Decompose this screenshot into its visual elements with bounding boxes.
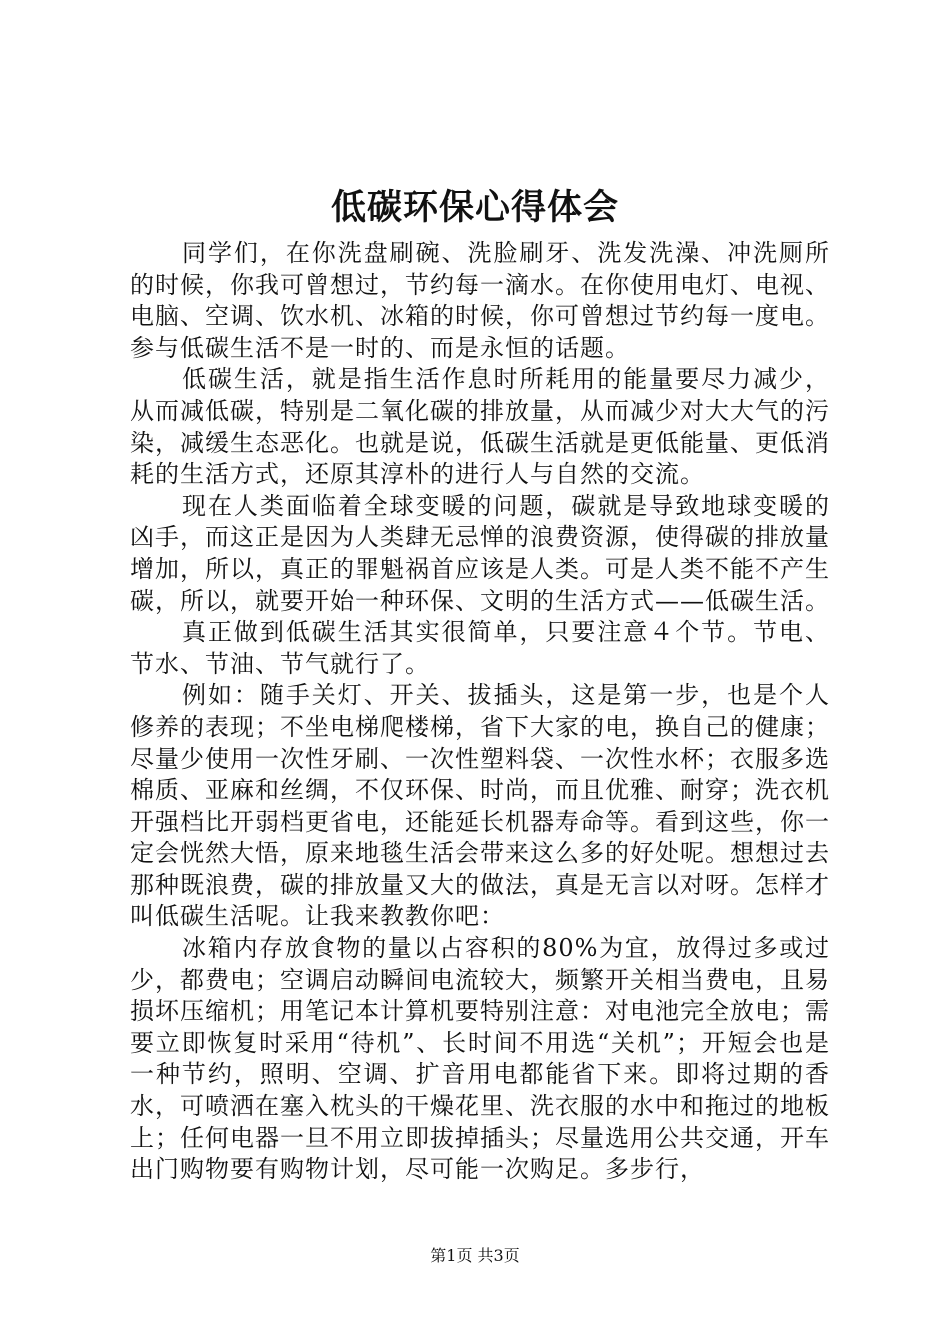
paragraph: 同学们，在你洗盘刷碗、洗脸刷牙、洗发洗澡、冲洗厕所的时候，你我可曾想过，节约每一滴水。在你使用电灯、电视、电脑、空调、饮水机、冰箱的时候，你可曾想过节约每一度电。参与低碳生活不是一时的、而是永恒的话题。 bbox=[130, 239, 830, 362]
paragraph: 例如：随手关灯、开关、拔插头，这是第一步，也是个人修养的表现；不坐电梯爬楼梯，省下大家的电，换自己的健康；尽量少使用一次性牙刷、一次性塑料袋、一次性水杯；衣服多选棉质、亚麻和丝绸，不仅环保、时尚，而且优雅、耐穿；洗衣机开强档比开弱档更省电，还能延长机器寿命等。看到这些，你一定会恍然大悟，原来地毯生活会带来这么多的好处呢。想想过去那种既浪费，碳的排放量又大的做法，真是无言以对呀。怎样才叫低碳生活呢。让我来教教你吧： bbox=[130, 681, 830, 931]
page-footer: 第1页 共3页 bbox=[430, 1246, 520, 1265]
paragraph: 现在人类面临着全球变暖的问题，碳就是导致地球变暖的凶手，而这正是因为人类肆无忌惮的浪费资源，使得碳的排放量增加，所以，真正的罪魁祸首应该是人类。可是人类不能不产生碳，所以，就要开始一种环保、文明的生活方式——低碳生活。 bbox=[130, 491, 830, 615]
document-title: 低碳环保心得体会 bbox=[330, 187, 619, 228]
document-body bbox=[130, 238, 830, 1186]
paragraph: 冰箱内存放食物的量以占容积的80%为宜，放得过多或过少，都费电；空调启动瞬间电流较大，频繁开关相当费电，且易损坏压缩机；用笔记本计算机要特别注意：对电池完全放电；需要立即恢复时采用“待机”、长时间不用选“关机”；开短会也是一种节约，照明、空调、扩音用电都能省下来。即将过期的香水，可喷洒在塞入枕头的干燥花里、洗衣服的水中和拖过的地板上；任何电器一旦不用立即拔掉插头；尽量选用公共交通，开车出门购物要有购物计划，尽可能一次购足。多步行， bbox=[130, 934, 830, 1184]
paragraph: 真正做到低碳生活其实很简单，只要注意４个节。节电、节水、节油、节气就行了。 bbox=[130, 618, 830, 678]
paragraph: 低碳生活，就是指生活作息时所耗用的能量要尽力减少，从而减低碳，特别是二氧化碳的排放量，从而减少对大大气的污染，减缓生态恶化。也就是说，低碳生活就是更低能量、更低消耗的生活方式，还原其淳朴的进行人与自然的交流。 bbox=[130, 365, 830, 489]
